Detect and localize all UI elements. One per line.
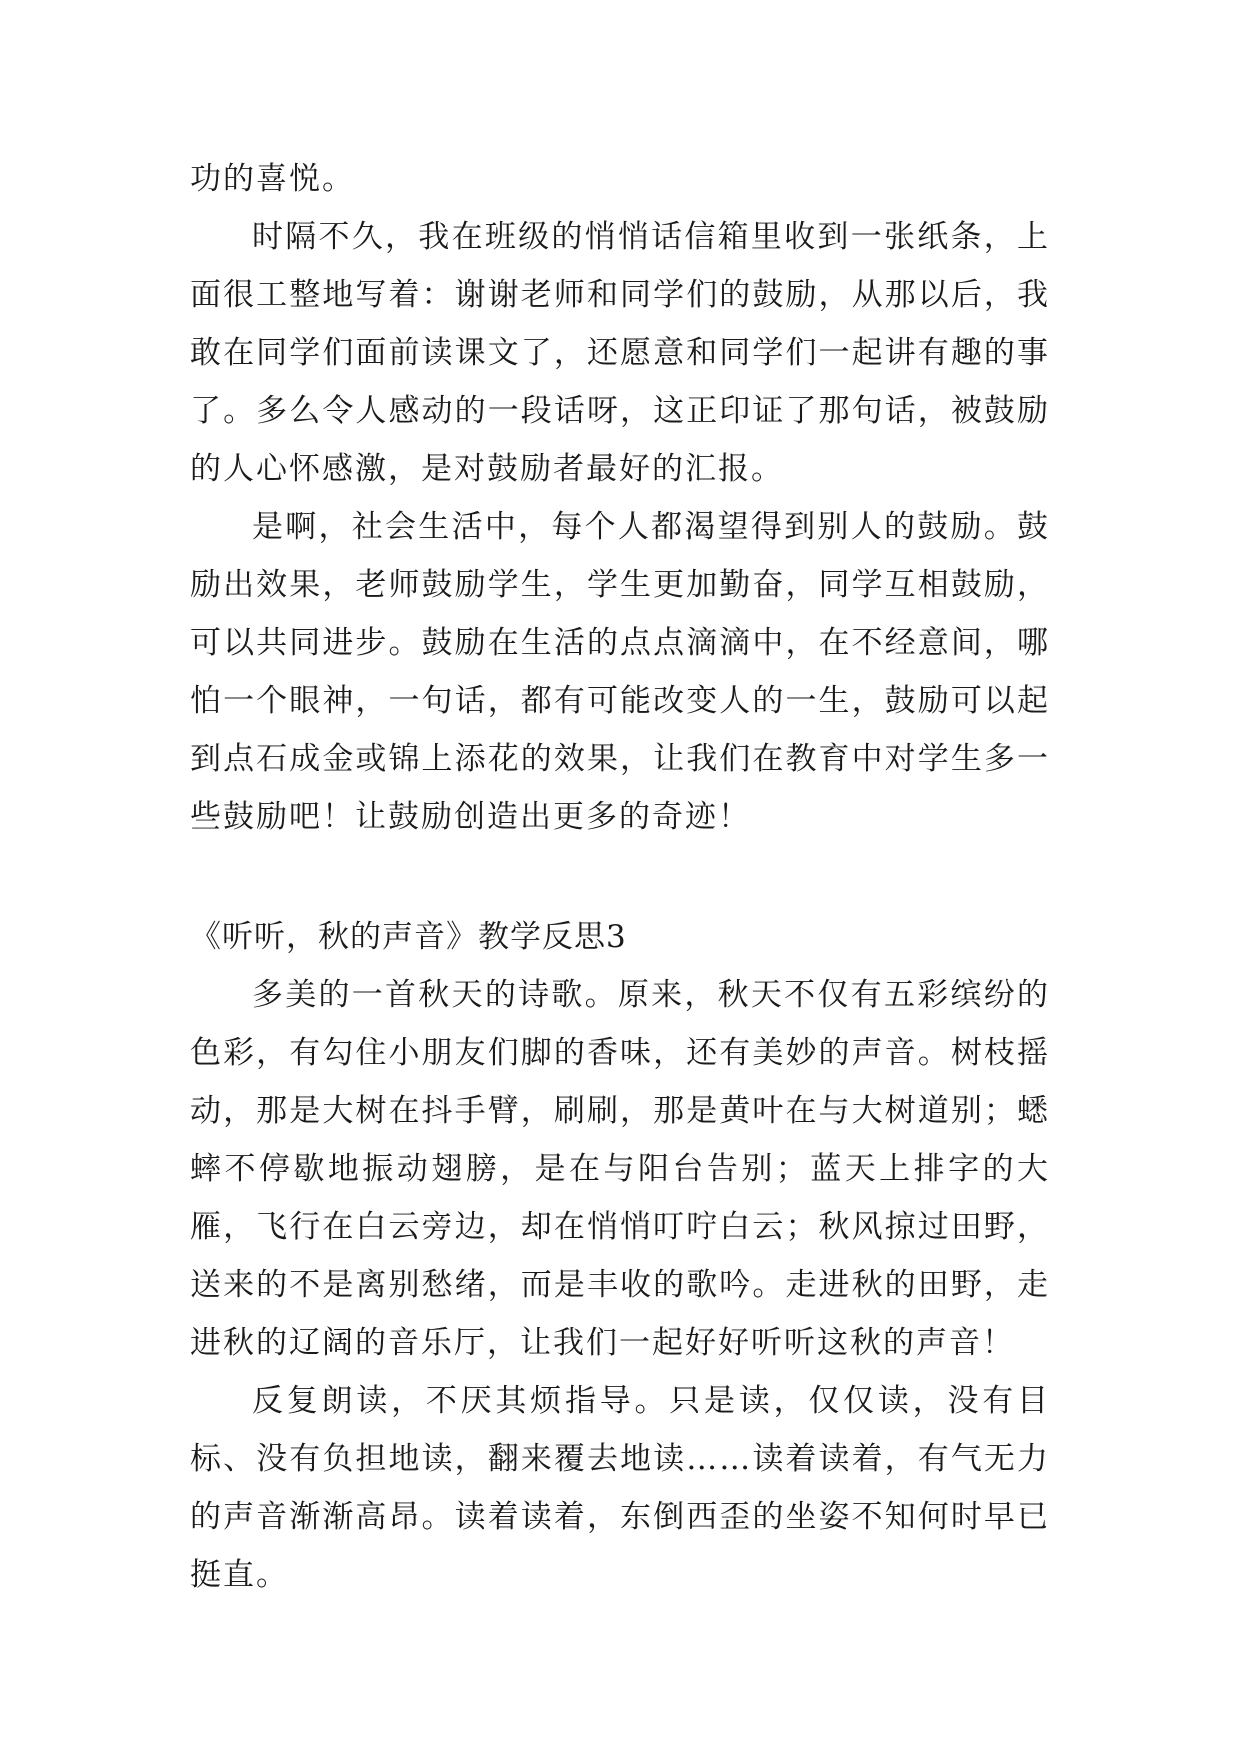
paragraph-encouragement: 是啊，社会生活中，每个人都渴望得到别人的鼓励。鼓励出效果，老师鼓励学生，学生更加勤奋，同学互相鼓励，可以共同进步。鼓励在生活的点点滴滴中，在不经意间，哪怕一个眼神，一句话，都有可能改变人的一生，鼓励可以起到点石成金或锦上添花的效果，让我们在教育中对学生多一些鼓励吧！让鼓励创造出更多的奇迹！: [190, 509, 1050, 835]
paragraph-note-received: 时隔不久，我在班级的悄悄话信箱里收到一张纸条，上面很工整地写着：谢谢老师和同学们的鼓励，从那以后，我敢在同学们面前读课文了，还愿意和同学们一起讲有趣的事了。多么令人感动的一段话呀，这正印证了那句话，被鼓励的人心怀感激，是对鼓励者最好的汇报。: [190, 219, 1050, 487]
paragraph-continuation: 功的喜悦。: [190, 161, 355, 197]
paragraph-autumn-poem: 多美的一首秋天的诗歌。原来，秋天不仅有五彩缤纷的色彩，有勾住小朋友们脚的香味，还有美妙的声音。树枝摇动，那是大树在抖手臂，刷刷，那是黄叶在与大树道别；蟋蟀不停歇地振动翅膀，是在与阳台告别；蓝天上排字的大雁，飞行在白云旁边，却在悄悄叮咛白云；秋风掠过田野，送来的不是离别愁绪，而是丰收的歌吟。走进秋的田野，走进秋的辽阔的音乐厅，让我们一起好好听听这秋的声音！: [190, 977, 1050, 1361]
section-title: 《听听，秋的声音》教学反思3: [190, 919, 627, 955]
document-body: [190, 150, 1050, 1604]
section-gap: [190, 846, 1050, 908]
paragraph-repeated-reading: 反复朗读，不厌其烦指导。只是读，仅仅读，没有目标、没有负担地读，翻来覆去地读……读着读着，有气无力的声音渐渐高昂。读着读着，东倒西歪的坐姿不知何时早已挺直。: [190, 1383, 1050, 1593]
